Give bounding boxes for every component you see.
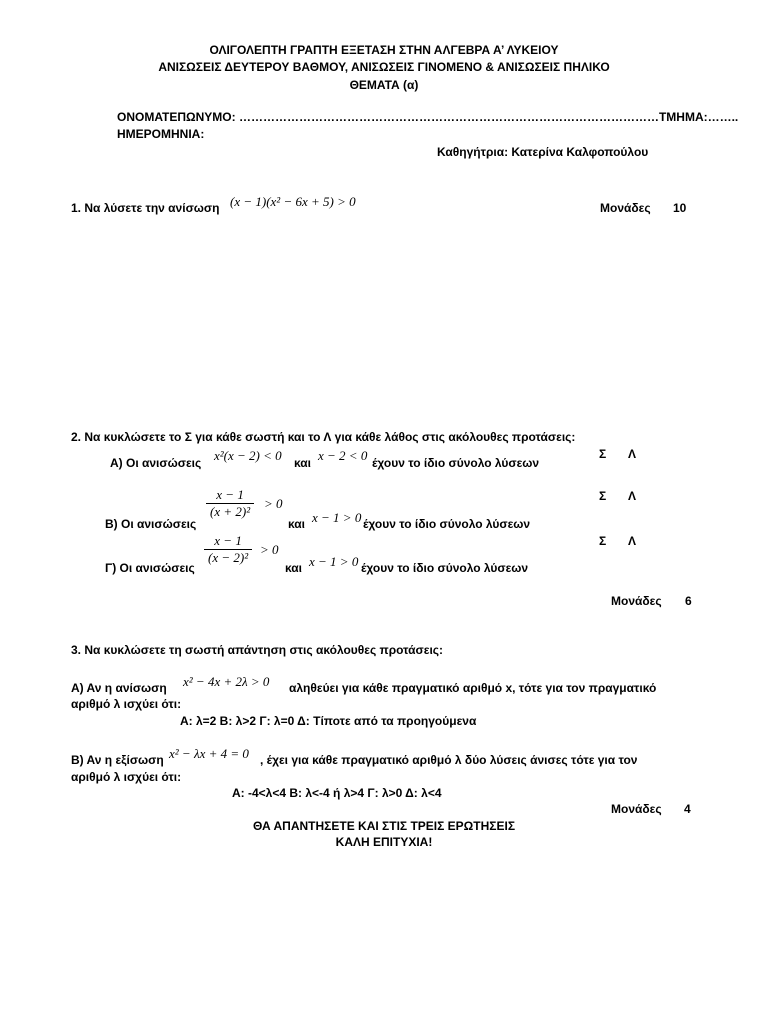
q3a-options[interactable]: Α: λ=2 Β: λ>2 Γ: λ=0 Δ: Τίποτε από τα προηγούμενα [180, 714, 477, 728]
q2a-true-option[interactable]: Σ [599, 447, 607, 461]
q2a-false-option[interactable]: Λ [628, 447, 637, 461]
q2b-numerator: x − 1 [216, 487, 244, 502]
q2b-tail: έχουν το ίδιο σύνολο λύσεων [363, 517, 531, 531]
q2c-relation: > 0 [260, 542, 279, 557]
q3a-pre: Α) Αν η ανίσωση [71, 681, 167, 695]
good-luck-footer: ΚΑΛΗ ΕΠΙΤΥΧΙΑ! [335, 835, 433, 849]
q3b-line2: αριθμό λ ισχύει ότι: [71, 770, 182, 784]
q3-intro: 3. Να κυκλώσετε τη σωστή απάντηση στις ακόλουθες προτάσεις: [71, 643, 444, 657]
q2c-numerator: x − 1 [214, 533, 242, 548]
q2c-true-option[interactable]: Σ [599, 534, 607, 548]
q2b-relation: > 0 [264, 496, 283, 511]
q2c-denominator: (x − 2)² [204, 549, 252, 566]
teacher-name: Καθηγήτρια: Κατερίνα Καλφοπούλου [437, 145, 649, 159]
exam-title: ΟΛΙΓΟΛΕΠΤΗ ΓΡΑΠΤΗ ΕΞΕΤΑΣΗ ΣΤΗΝ ΑΛΓΕΒΡΑ Α’ ΛΥΚΕΙΟΥ [209, 43, 559, 57]
q2b-and: και [288, 517, 306, 531]
q2a-formula-2: x − 2 < 0 [318, 448, 368, 463]
q2a-and: και [294, 456, 312, 470]
q2a-formula-1: x²(x − 2) < 0 [214, 448, 282, 463]
exam-set-label: ΘΕΜΑΤΑ (α) [349, 78, 419, 92]
q1-points-label: Μονάδες [600, 201, 651, 215]
q2c-fraction [204, 533, 252, 566]
q3a-formula: x² − 4x + 2λ > 0 [183, 674, 270, 689]
q2c-tail: έχουν το ίδιο σύνολο λύσεων [361, 561, 529, 575]
q3b-options[interactable]: Α: -4<λ<4 Β: λ<-4 ή λ>4 Γ: λ>0 Δ: λ<4 [232, 786, 442, 800]
q1-points: 10 [673, 201, 687, 215]
exam-subtitle: ΑΝΙΣΩΣΕΙΣ ΔΕΥΤΕΡΟΥ ΒΑΘΜΟΥ, ΑΝΙΣΩΣΕΙΣ ΓΙΝΟΜΕΝΟ & ΑΝΙΣΩΣΕΙΣ ΠΗΛΙΚΟ [158, 60, 610, 74]
student-name-field: ΟΝΟΜΑΤΕΠΩΝΥΜΟ: ……………………………………………………………………………………………ΤΜΗΜΑ:…….. [117, 110, 739, 124]
q3-points-label: Μονάδες [611, 802, 662, 816]
q2a-tail: έχουν το ίδιο σύνολο λύσεων [372, 456, 540, 470]
q3b-formula: x² − λx + 4 = 0 [169, 746, 249, 761]
q3b-post: , έχει για κάθε πραγματικό αριθμό λ δύο λύσεις άνισες τότε για τον [260, 753, 638, 767]
q2c-false-option[interactable]: Λ [628, 534, 637, 548]
q2b-formula-2: x − 1 > 0 [312, 510, 362, 525]
q2c-label: Γ) Οι ανισώσεις [105, 561, 195, 575]
q3a-post: αληθεύει για κάθε πραγματικό αριθμό x, τότε για τον πραγματικό [289, 681, 657, 695]
q3a-line2: αριθμό λ ισχύει ότι: [71, 697, 182, 711]
q2-points-label: Μονάδες [611, 594, 662, 608]
q2b-label: Β) Οι ανισώσεις [105, 517, 197, 531]
q2b-false-option[interactable]: Λ [628, 489, 637, 503]
q1-text: 1. Να λύσετε την ανίσωση [71, 201, 220, 215]
date-field: ΗΜΕΡΟΜΗΝΙΑ: [117, 127, 205, 141]
q3b-pre: Β) Αν η εξίσωση [71, 753, 164, 767]
q2c-and: και [285, 561, 303, 575]
q2c-formula-2: x − 1 > 0 [309, 554, 359, 569]
q2a-label: Α) Οι ανισώσεις [110, 456, 202, 470]
q2b-denominator: (x + 2)² [206, 503, 254, 520]
q2b-true-option[interactable]: Σ [599, 489, 607, 503]
instruction-footer: ΘΑ ΑΠΑΝΤΗΣΕΤΕ ΚΑΙ ΣΤΙΣ ΤΡΕΙΣ ΕΡΩΤΗΣΕΙΣ [252, 819, 516, 833]
q3-points: 4 [684, 802, 691, 816]
q2-points: 6 [685, 594, 692, 608]
q2b-fraction [206, 487, 254, 520]
q2-intro: 2. Να κυκλώσετε το Σ για κάθε σωστή και το Λ για κάθε λάθος στις ακόλουθες προτάσεις: [71, 430, 576, 444]
q1-formula: (x − 1)(x² − 6x + 5) > 0 [230, 194, 356, 209]
